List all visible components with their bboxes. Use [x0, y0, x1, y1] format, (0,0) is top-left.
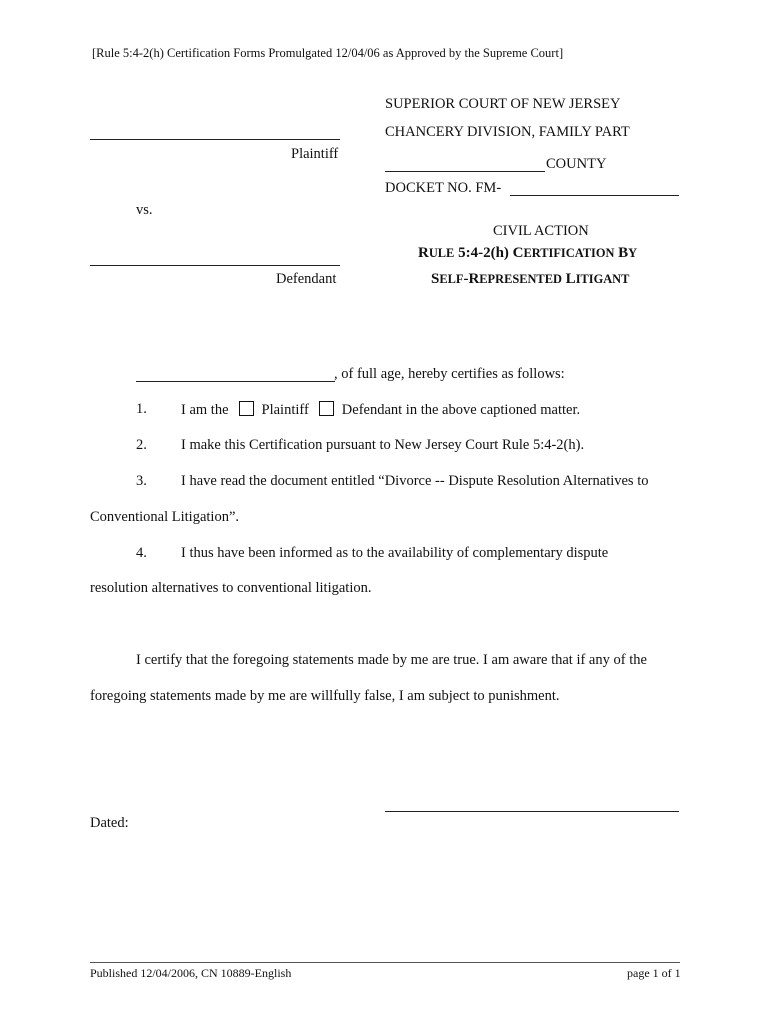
certify-line-1: I certify that the foregoing statements made by me are true. I am aware that if any of the [136, 652, 647, 668]
header-note: [Rule 5:4-2(h) Certification Forms Promulgated 12/04/06 as Approved by the Supreme Court] [92, 46, 564, 60]
vs-label: vs. [136, 202, 153, 218]
footer-page-number: page 1 of 1 [627, 966, 681, 980]
item-4-text: I thus have been informed as to the availability of complementary dispute [181, 545, 609, 561]
certifier-name-line[interactable] [136, 381, 335, 382]
court-name: SUPERIOR COURT OF NEW JERSEY [385, 96, 621, 112]
defendant-option-label: Defendant in the above captioned matter. [341, 402, 581, 418]
docket-number-line[interactable] [510, 195, 679, 196]
item-3-text: I have read the document entitled “Divorce -- Dispute Resolution Alternatives to [181, 473, 649, 489]
plaintiff-label: Plaintiff [291, 146, 339, 162]
court-division: CHANCERY DIVISION, FAMILY PART [385, 124, 630, 140]
county-input-line[interactable] [385, 171, 545, 172]
form-title-line1: RULE 5:4-2(h) CERTIFICATION BY [418, 245, 638, 261]
form-title-line2: SELF-REPRESENTED LITIGANT [431, 271, 630, 287]
item-3-number: 3. [136, 473, 147, 489]
defendant-checkbox[interactable] [319, 401, 334, 416]
certify-line-2: foregoing statements made by me are willfully false, I am subject to punishment. [90, 688, 560, 704]
item-1-row [181, 401, 580, 419]
plaintiff-name-line[interactable] [90, 139, 340, 140]
item-2-text: I make this Certification pursuant to New Jersey Court Rule 5:4-2(h). [181, 437, 585, 453]
item-4-continuation: resolution alternatives to conventional litigation. [90, 580, 372, 596]
item-1-number: 1. [136, 401, 147, 417]
defendant-label: Defendant [276, 271, 337, 287]
intro-text: , of full age, hereby certifies as follows: [334, 366, 565, 382]
dated-label: Dated: [90, 815, 129, 831]
docket-label: DOCKET NO. FM- [385, 180, 502, 196]
defendant-name-line[interactable] [90, 265, 340, 266]
footer-published: Published 12/04/2006, CN 10889-English [90, 966, 292, 980]
county-label: COUNTY [546, 156, 607, 172]
signature-line[interactable] [385, 811, 679, 812]
item-4-number: 4. [136, 545, 147, 561]
footer-divider [90, 962, 680, 963]
item-3-continuation: Conventional Litigation”. [90, 509, 240, 525]
civil-action-label: CIVIL ACTION [493, 223, 589, 239]
item-1-prefix: I am the [181, 402, 229, 418]
plaintiff-option-label: Plaintiff [261, 402, 309, 418]
item-2-number: 2. [136, 437, 147, 453]
plaintiff-checkbox[interactable] [239, 401, 254, 416]
